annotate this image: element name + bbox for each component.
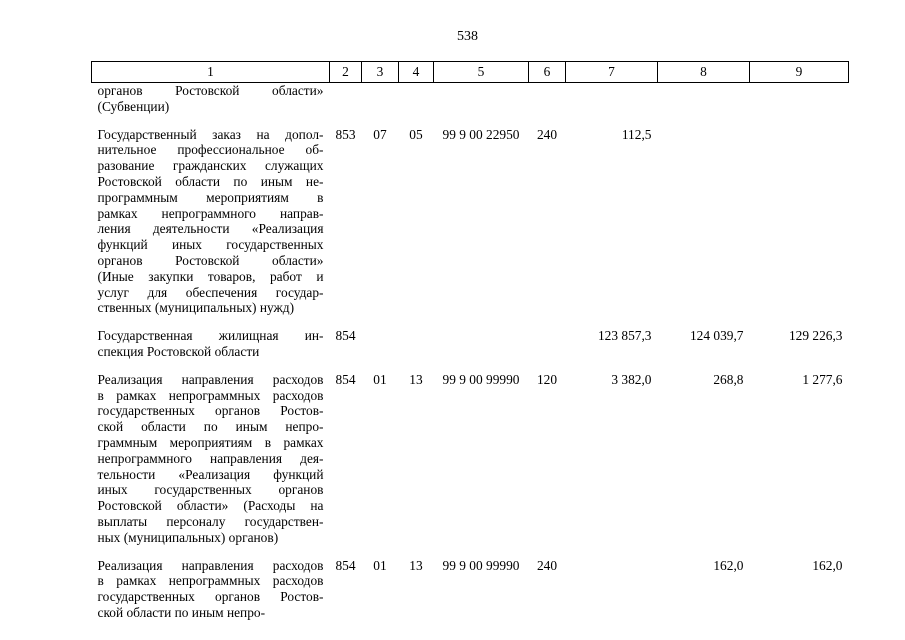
column-header-2: 2 [330, 62, 362, 83]
table-row [92, 546, 849, 621]
ministry-code: 854 [335, 371, 356, 387]
row-name-line: органов Ростовской области» [97, 83, 324, 98]
amount-col-7: 3 382,0 [611, 371, 652, 387]
subsection-code [399, 83, 434, 115]
row-name-line: ственных (муниципальных) нужд) [97, 300, 295, 316]
expense-type-code: 120 [536, 371, 558, 387]
amount-col-8: 268,8 [713, 371, 744, 387]
row-name-line: функций иных государственных [97, 237, 324, 253]
row-name-line: государственных органов Ростов- [97, 403, 324, 419]
expense-type-code [529, 316, 566, 360]
row-name-line: Государственная жилищная ин- [97, 328, 324, 344]
section-code: 07 [373, 126, 387, 142]
row-name-line: выплаты персоналу государствен- [97, 513, 324, 529]
amount-col-9 [750, 115, 849, 317]
row-name-line: ской области по иным непро- [97, 419, 324, 435]
ministry-code [330, 83, 362, 115]
table-row [92, 83, 849, 115]
column-header-5: 5 [434, 62, 529, 83]
target-article-code: 99 9 00 22950 [442, 126, 520, 142]
target-article-code [434, 83, 529, 115]
amount-col-9: 162,0 [812, 557, 843, 573]
table-row [92, 316, 849, 360]
row-name-line: Ростовской области» (Расходы на [97, 498, 324, 514]
row-name-line: услуг для обеспечения государ- [97, 284, 324, 300]
amount-col-7 [566, 83, 658, 115]
row-name [92, 546, 330, 621]
row-name-line: органов Ростовской области» [97, 252, 324, 268]
page-number: 538 [457, 29, 478, 44]
row-name-line: Ростовской области по иным не- [97, 173, 324, 189]
row-name-line: (Иные закупки товаров, работ и [97, 268, 324, 284]
amount-col-8: 124 039,7 [689, 328, 744, 344]
subsection-code: 05 [409, 126, 423, 142]
expense-type-code: 240 [536, 126, 558, 142]
amount-col-7: 123 857,3 [597, 328, 652, 344]
table-body [92, 83, 849, 621]
row-name-line: (Субвенции) [97, 98, 170, 114]
amount-col-7 [566, 546, 658, 621]
column-header-8: 8 [658, 62, 750, 83]
column-header-1: 1 [92, 62, 330, 83]
amount-col-8 [658, 83, 750, 115]
expense-type-code: 240 [536, 557, 558, 573]
row-name-line: граммным мероприятиям в рамках [97, 434, 324, 450]
ministry-code: 853 [335, 126, 356, 142]
row-name-line: государственных органов Ростов- [97, 589, 324, 605]
column-header-9: 9 [750, 62, 849, 83]
row-name-line: ления деятельности «Реализация [97, 221, 324, 237]
row-name-line: Государственный заказ на допол- [97, 126, 324, 142]
column-header-7: 7 [566, 62, 658, 83]
row-name-line: нительное профессиональное об- [97, 142, 324, 158]
table-row [92, 360, 849, 546]
row-name-line: Реализация направления расходов [97, 371, 324, 387]
subsection-code: 13 [409, 371, 423, 387]
row-name-line: непрограммного направления дея- [97, 450, 324, 466]
amount-col-9: 1 277,6 [802, 371, 843, 387]
row-name-line: разование гражданских служащих [97, 158, 324, 174]
amount-col-9: 129 226,3 [788, 328, 843, 344]
row-name [92, 83, 330, 115]
subsection-code [399, 316, 434, 360]
subsection-code: 13 [409, 557, 423, 573]
row-name [92, 360, 330, 546]
row-name-line: ных (муниципальных) органов) [97, 529, 279, 545]
section-code: 01 [373, 371, 387, 387]
section-code [362, 83, 399, 115]
row-name-line: ской области по иным непро- [97, 604, 266, 620]
expense-type-code [529, 83, 566, 115]
target-article-code: 99 9 00 99990 [442, 557, 520, 573]
amount-col-9 [750, 83, 849, 115]
amount-col-8: 162,0 [713, 557, 744, 573]
target-article-code [434, 316, 529, 360]
row-name-line: рамках непрограммного направ- [97, 205, 324, 221]
row-name [92, 316, 330, 360]
row-name-line: тельности «Реализация функций [97, 466, 324, 482]
column-header-4: 4 [399, 62, 434, 83]
row-name-line: в рамках непрограммных расходов [97, 573, 324, 589]
row-name-line: программным мероприятиям в [97, 189, 324, 205]
amount-col-8 [658, 115, 750, 317]
budget-table [91, 61, 849, 621]
table-row [92, 115, 849, 317]
row-name-line: Реализация направления расходов [97, 557, 324, 573]
row-name-line: иных государственных органов [97, 482, 324, 498]
column-header-3: 3 [362, 62, 399, 83]
target-article-code: 99 9 00 99990 [442, 371, 520, 387]
amount-col-7: 112,5 [621, 126, 652, 142]
header-row [92, 62, 849, 83]
row-name [92, 115, 330, 317]
row-name-line: в рамках непрограммных расходов [97, 387, 324, 403]
row-name-line: спекция Ростовской области [97, 343, 260, 359]
section-code [362, 316, 399, 360]
section-code: 01 [373, 557, 387, 573]
ministry-code: 854 [335, 557, 356, 573]
ministry-code: 854 [335, 328, 356, 344]
column-header-6: 6 [529, 62, 566, 83]
